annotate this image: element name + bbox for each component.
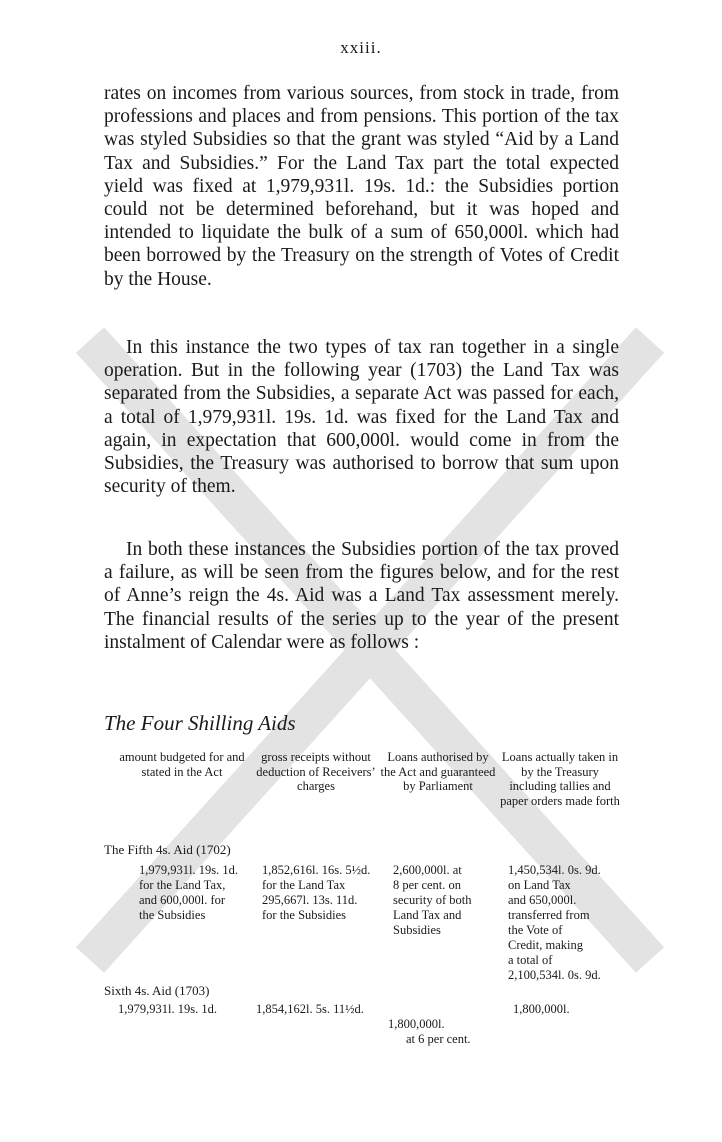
table-cell: 2,600,000l. at 8 per cent. on security of both Land Tax and Subsidies (393, 863, 472, 937)
aid-label: Sixth 4s. Aid (1703) (104, 983, 210, 998)
column-header: Loans actually taken in by the Treasury including tallies and paper orders made forth (500, 750, 620, 808)
table-cell: 1,800,000l. (513, 1002, 570, 1016)
paragraph: In both these instances the Subsidies portion of the tax proved a failure, as will be seen from the figures below, and for the rest of Anne’s reign the 4s. Aid was a Land Tax assessment merely. The financial results of the series up to the year of the present instalment of Calendar were as follows : (104, 539, 619, 653)
table-cell: 1,450,534l. 0s. 9d. on Land Tax and 650,000l. transferred from the Vote of Credit, making a total of 2,100,534l. 0s. 9d. (508, 863, 601, 982)
loan-amount: 1,800,000l. (388, 1017, 445, 1031)
table-cell: 1,979,931l. 19s. 1d. for the Land Tax, and 600,000l. for the Subsidies (139, 863, 238, 922)
page-number: xxiii. (340, 38, 382, 57)
column-header: Loans authorised by the Act and guaranteed by Parliament (380, 750, 496, 793)
table-cell: 1,854,162l. 5s. 11½d. (256, 1002, 364, 1016)
column-header: gross receipts without deduction of Receivers’ charges (256, 750, 376, 793)
aid-label: The Fifth 4s. Aid (1702) (104, 842, 231, 857)
table-heading: The Four Shilling Aids (104, 711, 296, 735)
paragraph: rates on incomes from various sources, from stock in trade, from professions and places and from pensions. This portion of the tax was styled Subsidies so that the grant was styled “Aid by a Land Tax and Subsidies.” For the Land Tax part the total expected yield was fixed at 1,979,931l. 19s. 1d.: the Subsidies portion could not be determined beforehand, but it was hoped and intended to liquidate the bulk of a sum of 650,000l. which had been borrowed by the Treasury on the strength of Votes of Credit by the House. (104, 83, 619, 290)
table-cell: 1,852,616l. 16s. 5½d. for the Land Tax 295,667l. 13s. 11d. for the Subsidies (262, 863, 371, 922)
table-cell: 1,979,931l. 19s. 1d. (118, 1002, 217, 1016)
column-header: amount budgeted for and stated in the Act (119, 750, 245, 779)
loan-rate-note: at 6 per cent. (406, 1032, 471, 1046)
paragraph: In this instance the two types of tax ran together in a single operation. But in the following year (1703) the Land Tax was separated from the Subsidies, a separate Act was passed for each, a total of 1,979,931l. 19s. 1d. was fixed for the Land Tax and again, in expectation that 600,000l. would come in from the Subsidies, the Treasury was authorised to borrow that sum upon security of them. (104, 337, 619, 498)
table-cell (388, 1002, 498, 1062)
